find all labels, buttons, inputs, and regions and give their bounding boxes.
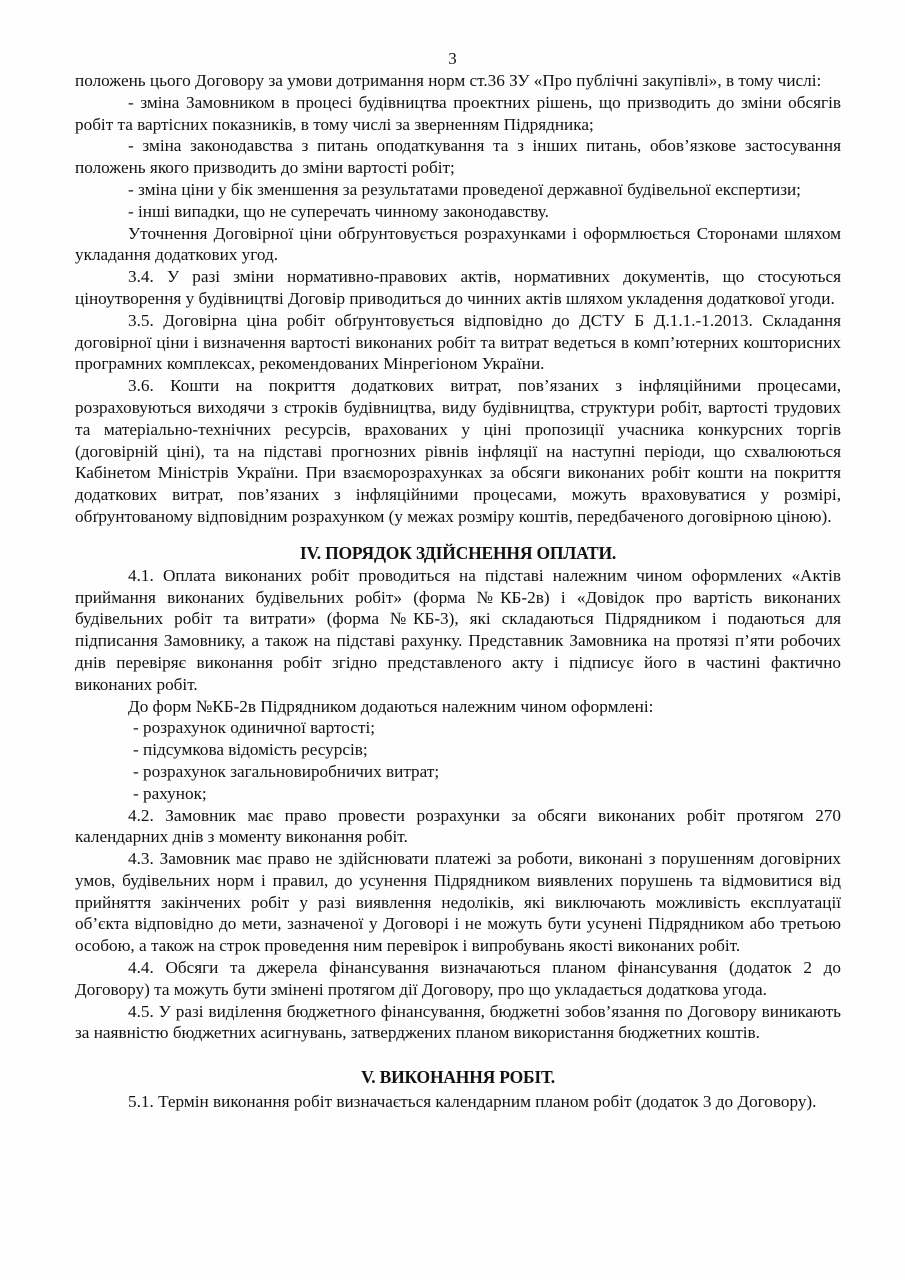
page-number: 3: [448, 49, 457, 68]
clause-3-4: 3.4. У разі зміни нормативно-правових актів, нормативних документів, що стосуються ціноутворення у будівництві Договір приводиться до чинних актів шляхом укладення додаткової угоди.: [75, 267, 841, 308]
clause-4-2: 4.2. Замовник має право провести розрахунки за обсяги виконаних робіт протягом 270 календарних днів з моменту виконання робіт.: [75, 805, 841, 847]
clause-4-4: 4.4. Обсяги та джерела фінансування визначаються планом фінансування (додаток 2 до Договору) та можуть бути змінені протягом дії Договору, про що укладається додаткова угода.: [75, 958, 841, 999]
section-5-heading: V. ВИКОНАННЯ РОБІТ.: [361, 1067, 555, 1088]
clause-5-1: 5.1. Термін виконання робіт визначається календарним планом робіт (додаток 3 до Договору).: [128, 1092, 817, 1112]
intro-bullet: - інші випадки, що не суперечать чинному законодавству.: [128, 201, 549, 221]
document-body: [75, 70, 841, 1113]
section-4-heading: IV. ПОРЯДОК ЗДІЙСНЕННЯ ОПЛАТИ.: [299, 542, 617, 563]
intro-lead-paragraph: положень цього Договору за умови дотримання норм ст.36 ЗУ «Про публічні закупівлі», в тому числі:: [75, 71, 822, 90]
clause-3-6: 3.6. Кошти на покриття додаткових витрат, пов’язаних з інфляційними процесами, розраховуються виходячи з строків будівництва, виду будівництва, структури робіт, вартості трудових та матеріально-технічних ресурсів, врахованих у ціні пропозиції учасника конкурсних торгів (договірній ціні), та на підставі прогнозних рівнів інфляції на наступні періоди, що схвалюються Кабінетом Міністрів України. При взаєморозрахунках за обсяги виконаних робіт кошти на покриття додаткових витрат, пов’язаних з інфляційними процесами, можуть враховуватися у розмірі, обґрунтованому відповідним розрахунком (у межах розміру коштів, передбаченого договірною ціною).: [75, 376, 841, 526]
intro-closing-paragraph: Уточнення Договірної ціни обґрунтовується розрахунками і оформлюється Сторонами шляхом укладання додаткових угод.: [75, 223, 841, 265]
intro-bullet: - зміна ціни у бік зменшення за результатами проведеної державної будівельної експертизи;: [128, 179, 801, 199]
intro-bullet: - зміна Замовником в процесі будівництва проектних рішень, що призводить до зміни обсягів робіт та вартісних показників, в тому числі за зверненням Підрядника;: [75, 92, 841, 134]
forms-list-item: - розрахунок одиничної вартості;: [133, 718, 376, 738]
forms-list-item: - підсумкова відомість ресурсів;: [133, 740, 368, 760]
clause-4-1: 4.1. Оплата виконаних робіт проводиться на підставі належним чином оформлених «Актів приймання виконаних будівельних робіт» (форма №КБ-2в) і «Довідок про вартість виконаних будівельних робіт та витрати» (форма №КБ-3), які складаються Підрядником і подаються для підписання Замовнику, а також на підставі рахунку. Представник Замовника на протязі п’яти робочих днів перевіряє виконання робіт згідно представленого акту і підписує його в частині фактично виконаних робіт.: [75, 565, 841, 694]
forms-lead-paragraph: До форм №КБ-2в Підрядником додаються належним чином оформлені:: [128, 696, 654, 716]
forms-list-item: - розрахунок загальновиробничих витрат;: [133, 761, 440, 781]
forms-list-item: - рахунок;: [133, 783, 207, 803]
clause-4-5: 4.5. У разі виділення бюджетного фінансування, бюджетні зобов’язання по Договору виникають за наявністю бюджетних асигнувань, затверджених планом використання бюджетних коштів.: [75, 1001, 841, 1043]
clause-3-5: 3.5. Договірна ціна робіт обґрунтовується відповідно до ДСТУ Б Д.1.1.-1.2013. Складання договірної ціни і визначення вартості виконаних робіт та витрат ведеться в комп’ютерних кошторисних програмних комплексах, рекомендованих Мінрегіоном України.: [75, 310, 841, 374]
clause-4-3: 4.3. Замовник має право не здійснювати платежі за роботи, виконані з порушенням договірних умов, будівельних норм і правил, до усунення Підрядником виявлених порушень та відмовитися від прийняття закінчених робіт у разі виявлення недоліків, які виключають можливість експлуатації об’єкта відповідно до мети, зазначеної у Договорі і не можуть бути усунені Підрядником або третьою особою, а також на строк проведення ним перевірок і випробувань якості виконаних робіт.: [75, 849, 841, 956]
intro-bullet: - зміна законодавства з питань оподаткування та з інших питань, обов’язкове застосування положень якого призводить до зміни вартості робіт;: [75, 136, 841, 178]
